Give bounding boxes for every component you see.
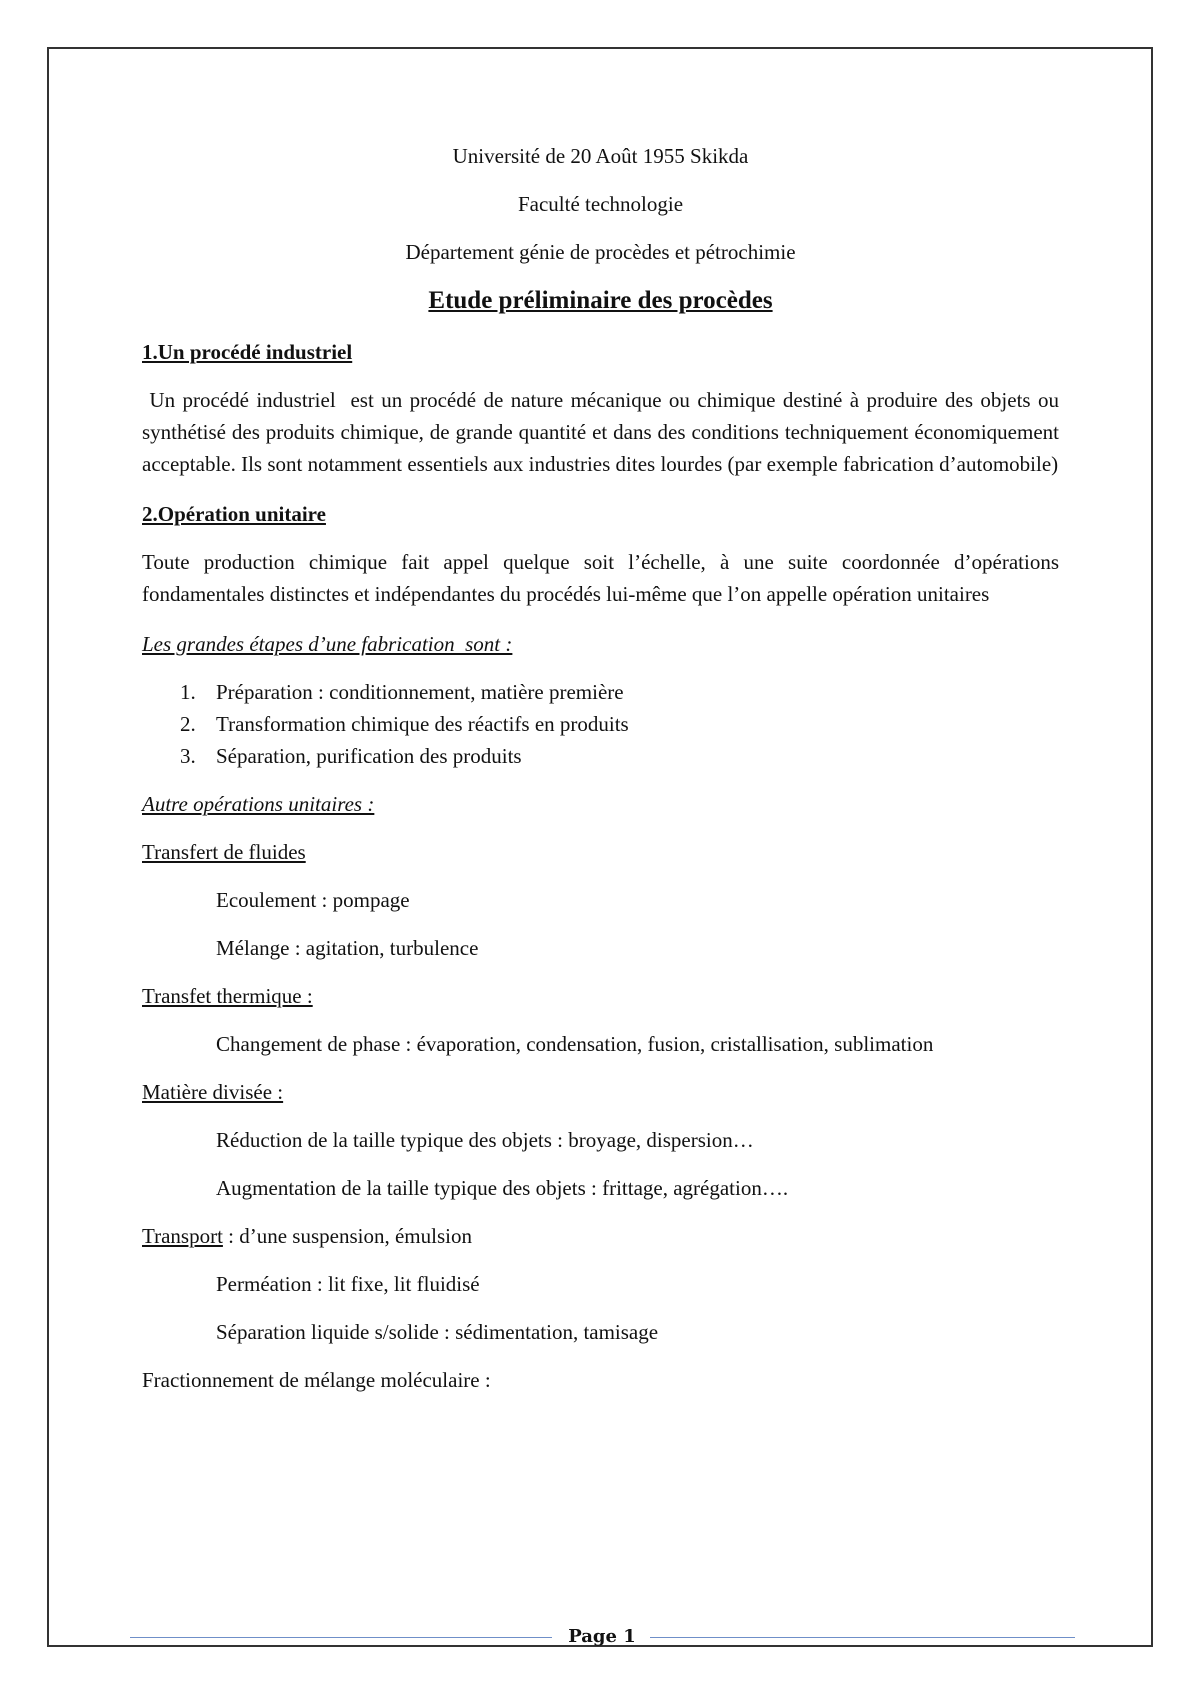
faculty-name: Faculté technologie: [517, 192, 684, 216]
list-number: 3.: [180, 744, 196, 768]
thermal-transfer-heading: Transfet thermique :: [142, 984, 313, 1008]
fractionation-line: Fractionnement de mélange moléculaire :: [142, 1368, 491, 1392]
section-1-heading: 1.Un procédé industriel: [142, 340, 353, 364]
transport-line: [142, 1220, 1059, 1252]
steps-list: [142, 676, 1059, 772]
list-item: [142, 676, 1059, 708]
transport-item: Séparation liquide s/solide : sédimentation, tamisage: [216, 1320, 659, 1344]
steps-heading: Les grandes étapes d’une fabrication sont :: [142, 632, 513, 656]
page-footer: [130, 1622, 1080, 1652]
department-name: Département génie de procèdes et pétrochimie: [405, 240, 796, 264]
divided-matter-heading: Matière divisée :: [142, 1080, 284, 1104]
section-2-paragraph: Toute production chimique fait appel quelque soit l’échelle, à une suite coordonnée d’opérations fondamentales distinctes et indépendantes du procédés lui-même que l’on appelle opération unitaires: [142, 550, 1059, 606]
document-title: Etude préliminaire des procèdes: [428, 287, 773, 314]
list-number: 1.: [180, 680, 196, 704]
divided-item: Augmentation de la taille typique des objets : frittage, agrégation….: [216, 1176, 789, 1200]
list-item-text: Préparation : conditionnement, matière première: [216, 680, 624, 704]
list-item: [142, 708, 1059, 740]
university-name: Université de 20 Août 1955 Skikda: [452, 144, 749, 168]
divided-item: Réduction de la taille typique des objets : broyage, dispersion…: [216, 1128, 754, 1152]
thermal-item: Changement de phase : évaporation, condensation, fusion, cristallisation, sublimation: [216, 1032, 934, 1056]
transport-label: Transport: [142, 1224, 223, 1248]
list-item: [142, 740, 1059, 772]
transport-rest: : d’une suspension, émulsion: [222, 1224, 472, 1248]
fluid-item: Mélange : agitation, turbulence: [216, 936, 479, 960]
section-2-heading: 2.Opération unitaire: [142, 502, 326, 526]
list-item-text: Séparation, purification des produits: [216, 744, 522, 768]
footer-rule-left: [130, 1637, 552, 1638]
list-number: 2.: [180, 712, 196, 736]
fluid-item: Ecoulement : pompage: [216, 888, 410, 912]
section-1-paragraph: Un procédé industriel est un procédé de nature mécanique ou chimique destiné à produire des objets ou synthétisé des produits chimique, de grande quantité et dans des conditions techniquement économiquement acceptable. Ils sont notamment essentiels aux industries dites lourdes (par exemple fabrication d’automobile): [142, 388, 1065, 476]
footer-rule-right: [650, 1637, 1075, 1638]
transport-item: Perméation : lit fixe, lit fluidisé: [216, 1272, 480, 1296]
document-body: [142, 140, 1065, 1412]
fluid-transfer-heading: Transfert de fluides: [142, 840, 306, 864]
other-operations-heading: Autre opérations unitaires :: [142, 792, 375, 816]
page-number: Page 1: [568, 1626, 636, 1647]
list-item-text: Transformation chimique des réactifs en produits: [216, 712, 629, 736]
